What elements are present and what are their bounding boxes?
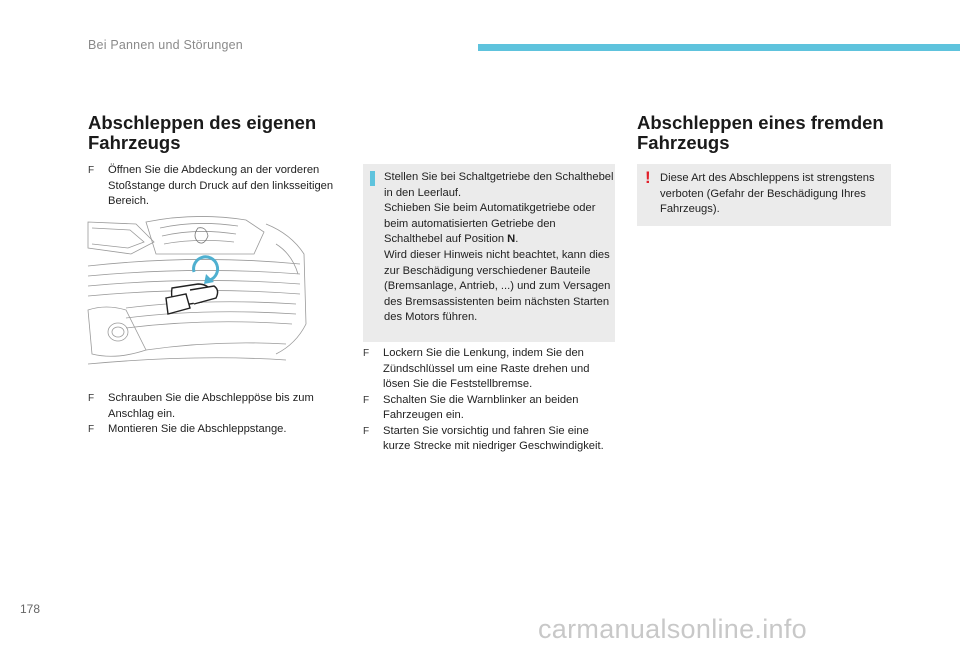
step-text: Schalten Sie die Warnblinker an beiden Fahrzeugen ein. — [383, 393, 579, 421]
step-marker: F — [88, 165, 95, 176]
watermark: carmanualsonline.info — [538, 614, 807, 644]
warning-box — [637, 164, 891, 226]
left-section-title: Abschleppen des eigenen Fahrzeugs — [88, 112, 317, 153]
gear-position-label: N — [507, 233, 516, 246]
step-item — [363, 346, 613, 393]
car-front-illustration — [86, 214, 308, 371]
step-marker: F — [88, 424, 95, 435]
step-item — [88, 422, 343, 438]
step-text: Lockern Sie die Lenkung, indem Sie den Zündschlüssel um eine Raste drehen und lösen Sie die Feststellbremse. — [383, 347, 590, 390]
warning-text: Diese Art des Abschleppens ist strengstens verboten (Gefahr der Beschädigung Ihres Fahrzeugs). — [660, 172, 875, 216]
step-item — [363, 424, 613, 455]
info-note-text: Stellen Sie bei Schaltgetriebe den Schalthebel in den Leerlauf. Schieben Sie beim Automatikgetriebe oder beim automatisierten Getriebe den Schalthebel auf Position N. Wird dieser Hinweis nicht beachtet, kann dies zur Beschädigung verschiedener Bauteile (Bremsanlage, Antrieb, ...) und zum Versagen des Bremsassistenten beim nächsten Starten des Motors führen. — [384, 171, 614, 324]
info-icon — [370, 171, 375, 186]
info-note-box — [363, 164, 615, 342]
step-text: Starten Sie vorsichtig und fahren Sie eine kurze Strecke mit niedriger Geschwindigkeit. — [383, 424, 604, 452]
step-marker: F — [363, 348, 370, 359]
step-text: Schrauben Sie die Abschleppöse bis zum Anschlag ein. — [108, 392, 314, 420]
step-item — [363, 393, 613, 424]
left-steps-bottom — [88, 391, 343, 438]
right-section-title: Abschleppen eines fremden Fahrzeugs — [637, 112, 884, 153]
header-accent-bar — [478, 44, 960, 51]
step-marker: F — [363, 425, 370, 437]
middle-steps — [363, 346, 613, 455]
warning-icon: ! — [645, 168, 651, 187]
left-steps-top — [88, 163, 343, 210]
step-item — [88, 391, 343, 422]
page-number: 178 — [20, 602, 41, 616]
step-text: Montieren Sie die Abschleppstange. — [108, 423, 287, 435]
step-marker: F — [363, 394, 370, 406]
step-text: Öffnen Sie die Abdeckung an der vorderen Stoßstange durch Druck auf den linksseitigen Bereich. — [108, 164, 334, 207]
section-header: Bei Pannen und Störungen — [88, 38, 243, 52]
step-marker: F — [88, 393, 95, 404]
step-item — [88, 163, 343, 210]
